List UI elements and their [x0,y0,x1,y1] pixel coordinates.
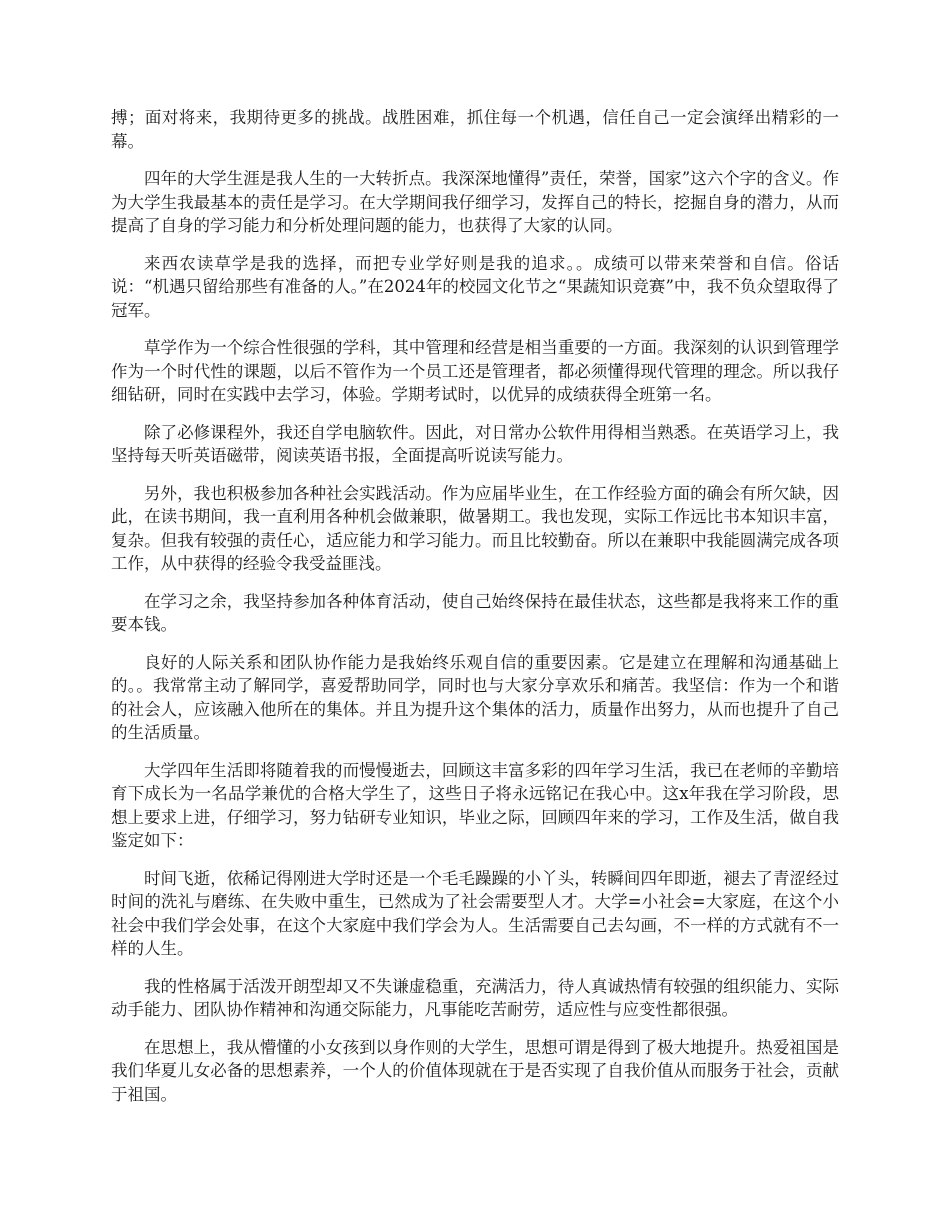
paragraph: 来西农读草学是我的选择，而把专业学好则是我的追求。。成绩可以带来荣誉和自信。俗话说：“机遇只留给那些有准备的人。”在2024年的校园文化节之“果蔬知识竞赛”中，我不负众望取得了冠军。 [111,253,839,320]
paragraph: 在思想上，我从懵懂的小女孩到以身作则的大学生，思想可谓是得到了极大地提升。热爱祖国是我们华夏儿女必备的思想素养，一个人的价值体现就在于是否实现了自我价值从而服务于社会，贡献于祖国。 [111,1037,839,1104]
paragraph: 另外，我也积极参加各种社会实践活动。作为应届毕业生，在工作经验方面的确会有所欠缺，因此，在读书期间，我一直利用各种机会做兼职，做暑期工。我也发现，实际工作远比书本知识丰富，复杂。但我有较强的责任心，适应能力和学习能力。而且比较勤奋。所以在兼职中我能圆满完成各项工作，从中获得的经验令我受益匪浅。 [111,483,839,573]
paragraph: 搏；面对将来，我期待更多的挑战。战胜困难，抓住每一个机遇，信任自己一定会演绎出精彩的一幕。 [111,108,839,151]
paragraph: 良好的人际关系和团队协作能力是我始终乐观自信的重要因素。它是建立在理解和沟通基础上的。。我常常主动了解同学，喜爱帮助同学，同时也与大家分享欢乐和痛苦。我坚信：作为一个和谐的社会人，应该融入他所在的集体。并且为提升这个集体的活力，质量作出努力，从而也提升了自己的生活质量。 [111,652,839,742]
paragraph: 我的性格属于活泼开朗型却又不失谦虚稳重，充满活力，待人真诚热情有较强的组织能力、实际动手能力、团队协作精神和沟通交际能力，凡事能吃苦耐劳，适应性与应变性都很强。 [111,976,839,1019]
paragraph: 在学习之余，我坚持参加各种体育活动，使自己始终保持在最佳状态，这些都是我将来工作的重要本钱。 [111,591,839,634]
document-body [111,106,839,1120]
paragraph: 草学作为一个综合性很强的学科，其中管理和经营是相当重要的一方面。我深刻的认识到管理学作为一个时代性的课题，以后不管作为一个员工还是管理者，都必须懂得现代管理的理念。所以我仔细钻研，同时在实践中去学习，体验。学期考试时，以优异的成绩获得全班第一名。 [111,338,839,404]
paragraph: 四年的大学生涯是我人生的一大转折点。我深深地懂得”责任，荣誉，国家”这六个字的含义。作为大学生我最基本的责任是学习。在大学期间我仔细学习，发挥自己的特长，挖掘自身的潜力，从而提高了自身的学习能力和分析处理问题的能力，也获得了大家的认同。 [111,169,839,235]
paragraph: 除了必修课程外，我还自学电脑软件。因此，对日常办公软件用得相当熟悉。在英语学习上，我坚持每天听英语磁带，阅读英语书报，全面提高听说读写能力。 [111,422,839,465]
paragraph: 时间飞逝，依稀记得刚进大学时还是一个毛毛躁躁的小丫头，转瞬间四年即逝，褪去了青涩经过时间的洗礼与磨练、在失败中重生，已然成为了社会需要型人才。大学=小社会=大家庭，在这个小社会中我们学会处事，在这个大家庭中我们学会为人。生活需要自己去勾画，不一样的方式就有不一样的人生。 [111,868,839,958]
paragraph: 大学四年生活即将随着我的而慢慢逝去，回顾这丰富多彩的四年学习生活，我已在老师的辛勤培育下成长为一名品学兼优的合格大学生了，这些日子将永远铭记在我心中。这x年我在学习阶段，思想上要求上进，仔细学习，努力钻研专业知识，毕业之际，回顾四年来的学习，工作及生活，做自我鉴定如下： [111,760,839,850]
